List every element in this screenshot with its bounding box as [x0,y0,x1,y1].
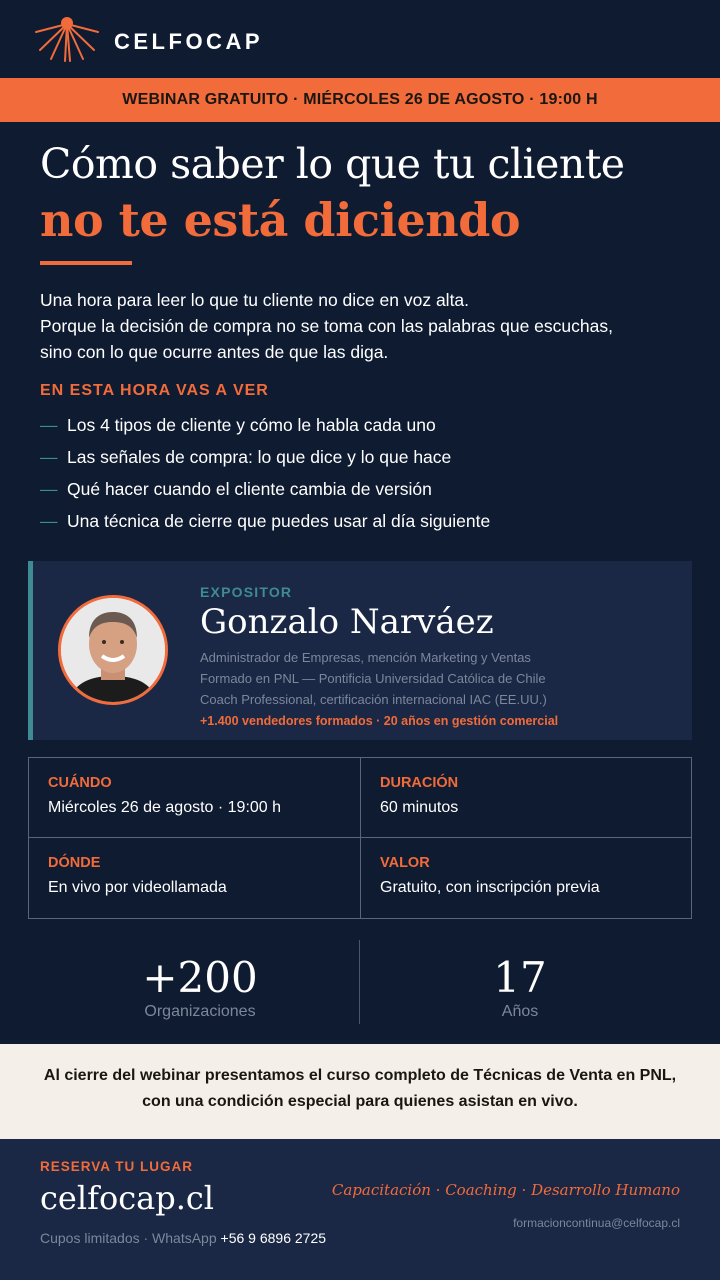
offer-line: Al cierre del webinar presentamos el curso completo de Técnicas de Venta en PNL, [43,1067,677,1084]
speaker-card [28,561,692,740]
stat-organizations-label: Organizaciones [144,1003,256,1020]
cuando-value: Miércoles 26 de agosto · 19:00 h [48,799,282,816]
website-link[interactable]: celfocap.cl [40,1179,215,1217]
dash-icon: — [40,415,58,435]
stat-organizations-value: +200 [142,953,258,1002]
donde-label: DÓNDE [48,855,101,871]
speaker-label: EXPOSITOR [200,584,293,600]
grid-divider [29,837,691,838]
page-title-line1: Cómo saber lo que tu cliente [40,140,625,188]
speaker-credential: Formado en PNL — Pontificia Universidad Católica de Chile [200,671,546,686]
speaker-highlight: +1.400 vendedores formados · 20 años en gestión comercial [200,714,559,728]
speaker-credential: Administrador de Empresas, mención Marketing y Ventas [200,650,531,665]
list-item [40,444,490,476]
whatsapp-phone-link[interactable]: +56 9 6896 2725 [220,1230,327,1246]
duracion-value: 60 minutos [380,799,459,816]
footer [0,1139,720,1280]
footer-tagline: Capacitación · Coaching · Desarrollo Humano [331,1181,680,1199]
dash-icon: — [40,479,58,499]
page-title-line2: no te está diciendo [40,193,521,247]
donde-value: En vivo por videollamada [48,879,227,896]
cuando-label: CUÁNDO [48,775,112,791]
valor-value: Gratuito, con inscripción previa [380,879,600,896]
list-item-text: Los 4 tipos de cliente y cómo le habla cada uno [67,415,436,435]
intro-paragraph [40,287,690,365]
offer-line: con una condición especial para quienes asistan en vivo. [142,1093,578,1110]
list-item-text: Qué hacer cuando el cliente cambia de versión [67,479,432,499]
header [0,0,720,78]
event-banner: WEBINAR GRATUITO · MIÉRCOLES 26 DE AGOSTO · 19:00 H [0,78,720,122]
list-item [40,412,490,444]
avatar [58,595,168,705]
cupos-text: Cupos limitados · WhatsApp [40,1230,221,1246]
stats-divider [359,940,360,1024]
event-details-grid [28,757,692,919]
course-offer-note [0,1044,720,1139]
grid-divider [360,758,361,918]
dash-icon: — [40,511,58,531]
list-item-text: Las señales de compra: lo que dice y lo que hace [67,447,452,467]
email-link[interactable]: formacioncontinua@celfocap.cl [513,1216,680,1230]
speaker-credential: Coach Professional, certificación internacional IAC (EE.UU.) [200,692,547,707]
duracion-label: DURACIÓN [380,775,459,791]
list-item [40,476,490,508]
title-underline [40,261,132,265]
valor-label: VALOR [380,855,430,871]
intro-line: Una hora para leer lo que tu cliente no dice en voz alta. [40,290,470,310]
reserve-heading: RESERVA TU LUGAR [40,1159,194,1174]
intro-line: Porque la decisión de compra no se toma con las palabras que escuchas, [40,316,613,336]
speaker-accent-bar [28,561,33,740]
speaker-portrait [61,598,165,702]
stat-years-value: 17 [493,953,547,1002]
contact-line [40,1230,326,1246]
list-item-text: Una técnica de cierre que puedes usar al día siguiente [67,511,491,531]
dash-icon: — [40,447,58,467]
list-item [40,508,490,540]
agenda-heading: EN ESTA HORA VAS A VER [40,382,269,399]
brand-name: CELFOCAP [114,29,263,54]
agenda-list [40,412,490,540]
sun-rays-icon [34,16,100,62]
stat-years-label: Años [501,1003,539,1020]
intro-line: sino con lo que ocurre antes de que las diga. [40,342,389,362]
speaker-name: Gonzalo Narváez [200,602,494,642]
